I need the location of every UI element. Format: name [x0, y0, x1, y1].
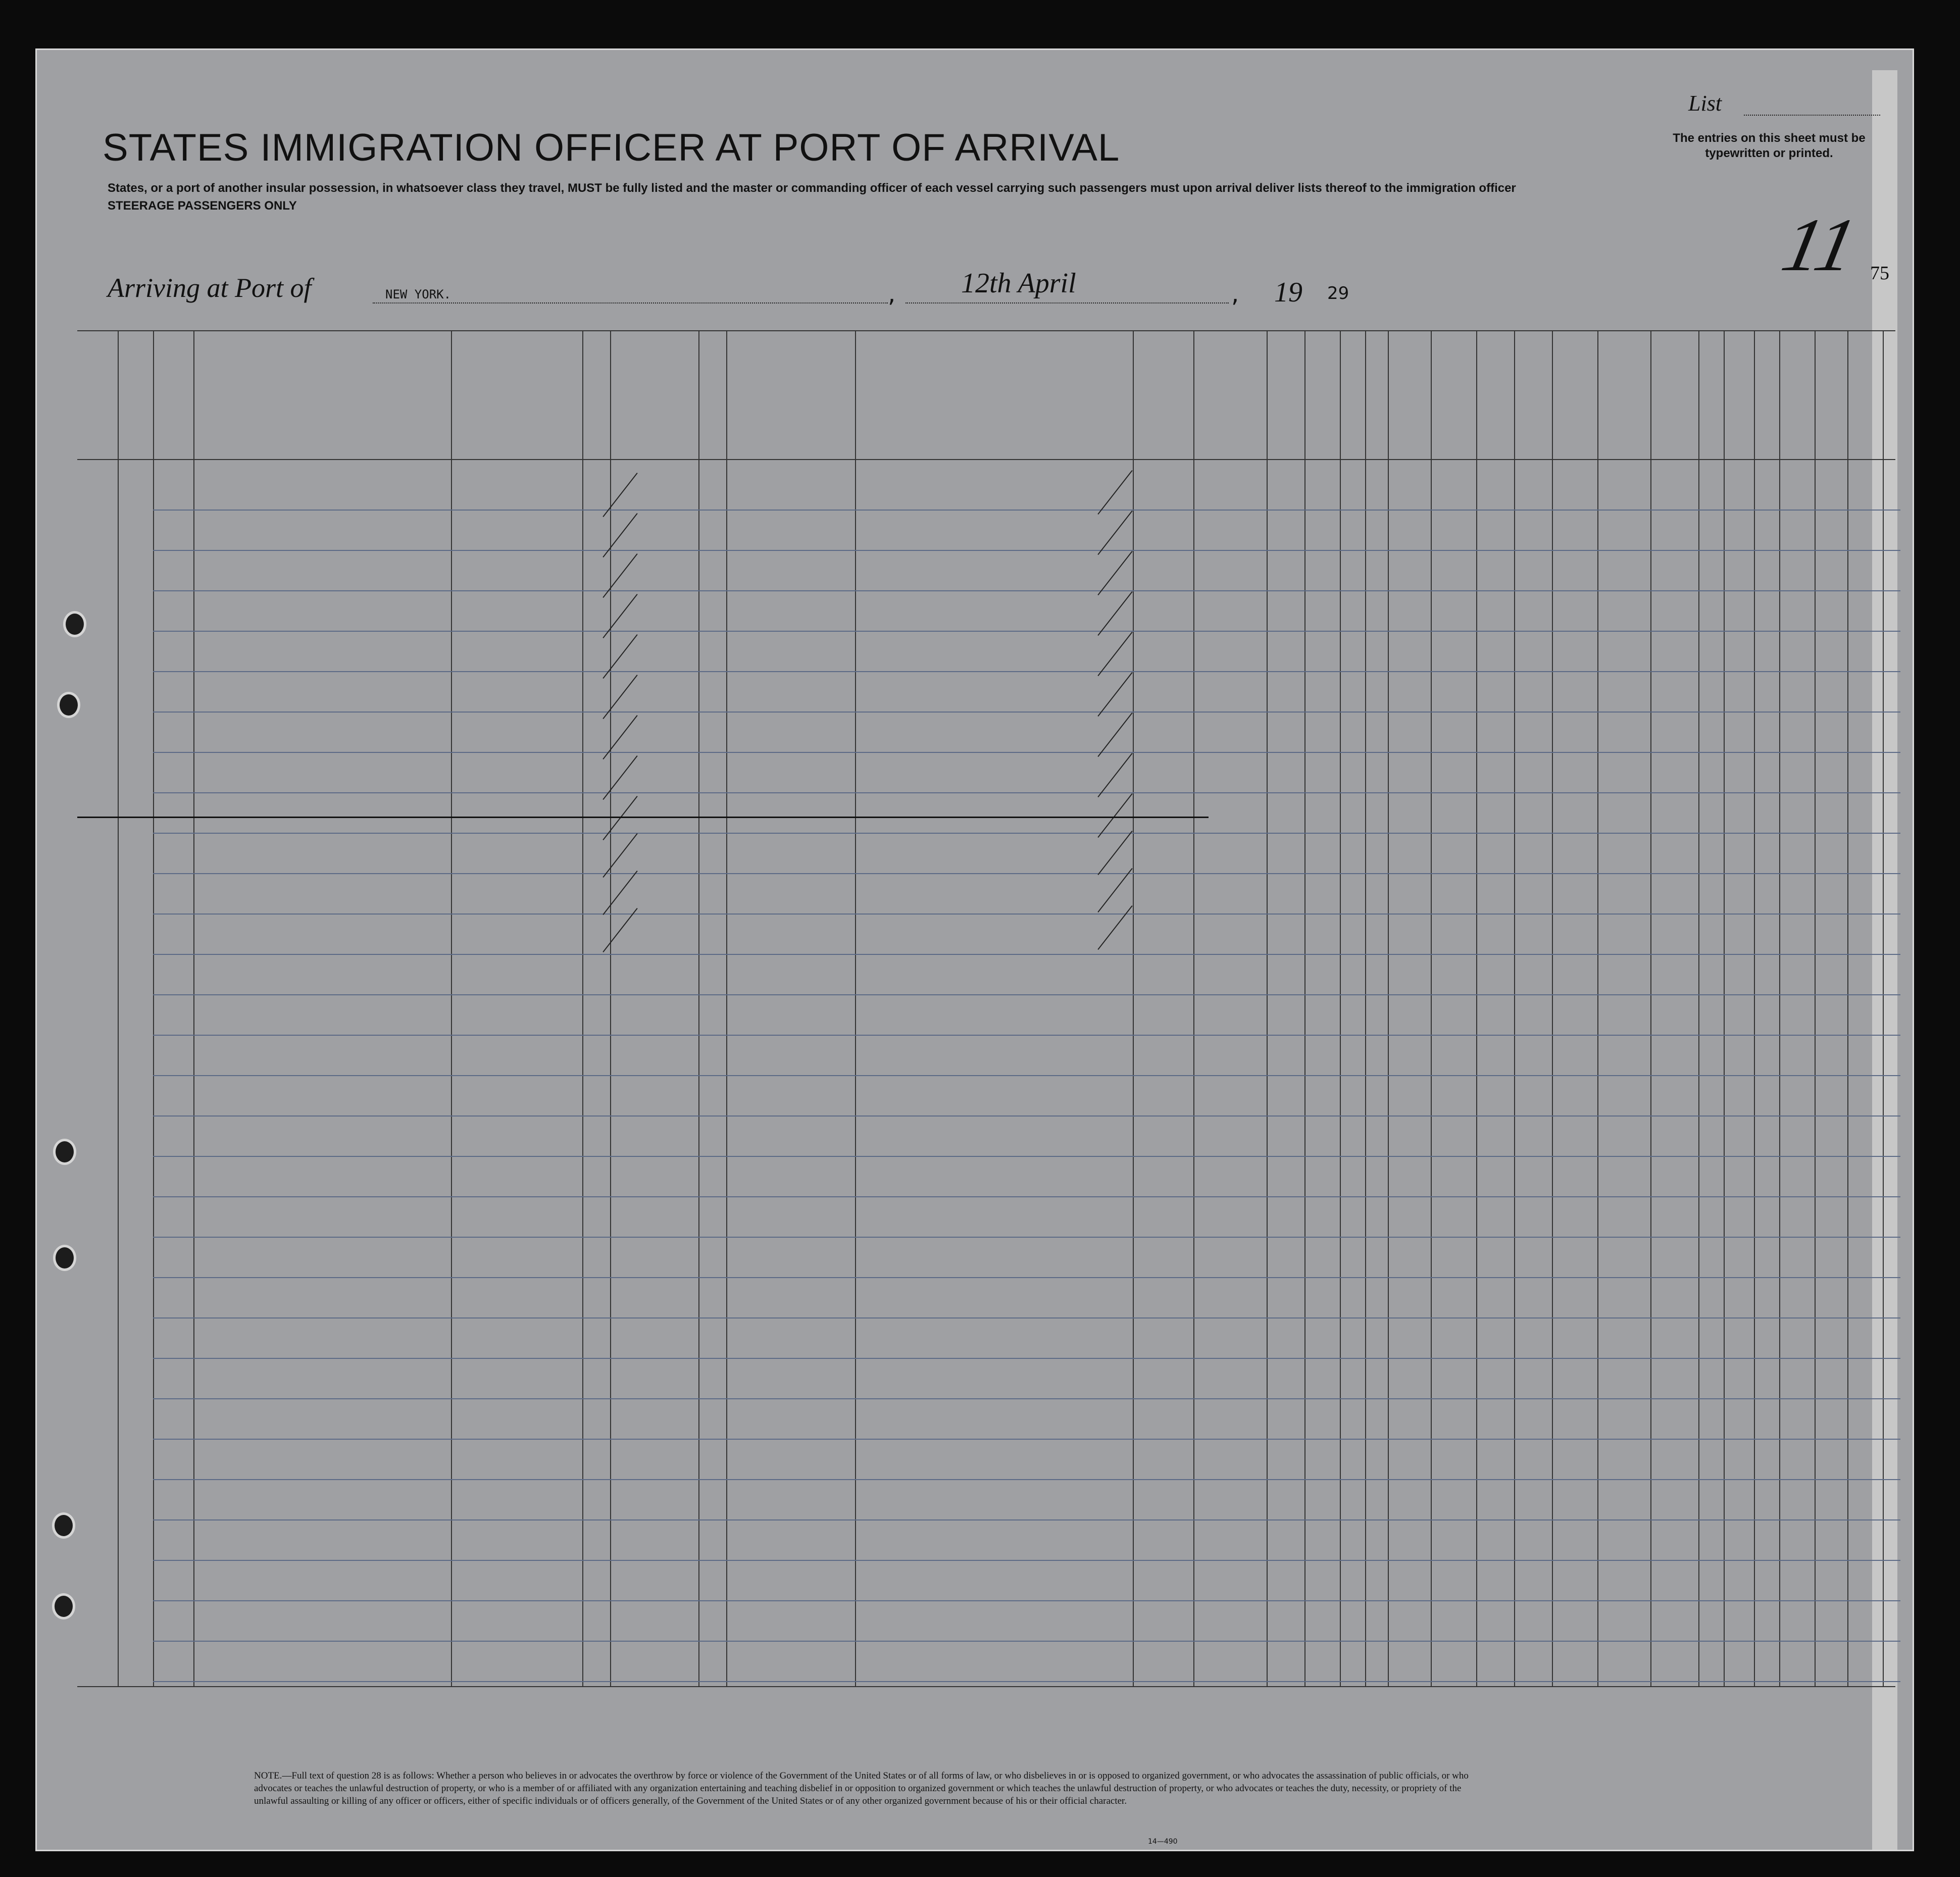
row-rule — [153, 954, 1900, 955]
steerage-label: STEERAGE PASSENGERS ONLY — [108, 199, 297, 213]
column-divider — [855, 330, 856, 1686]
comma: , — [1231, 280, 1239, 308]
form-subtitle: States, or a port of another insular possession, in whatsoever class they travel, MUST be fully listed and the master or commanding officer of each vessel carrying such passengers must upon arrival deliver lists thereof to the immigration officer — [108, 181, 1516, 195]
list-line — [1744, 115, 1880, 116]
pencil-check-mark — [1097, 753, 1132, 797]
column-divider — [1883, 330, 1884, 1686]
row-rule — [153, 1115, 1900, 1117]
column-divider — [1388, 330, 1389, 1686]
punch-hole — [60, 694, 78, 716]
footer-rule — [77, 1686, 1895, 1687]
pencil-check-mark — [1097, 831, 1132, 875]
arrival-date: 12th April — [961, 268, 1076, 299]
column-divider — [451, 330, 452, 1686]
punch-hole — [55, 1596, 73, 1617]
column-divider — [1847, 330, 1848, 1686]
column-divider — [1815, 330, 1816, 1686]
pencil-check-mark — [1097, 793, 1132, 838]
date-line — [906, 302, 1229, 303]
pencil-check-mark — [1097, 470, 1132, 515]
page-edge — [1872, 70, 1897, 1851]
row-rule — [153, 1479, 1900, 1480]
column-divider — [1650, 330, 1651, 1686]
punch-hole — [66, 614, 84, 635]
row-rule — [153, 1560, 1900, 1561]
column-divider — [1476, 330, 1477, 1686]
pencil-check-mark — [602, 833, 637, 878]
row-rule — [153, 1358, 1900, 1359]
column-divider — [1365, 330, 1366, 1686]
row-rule — [153, 590, 1900, 591]
column-divider — [1514, 330, 1515, 1686]
column-divider — [153, 330, 154, 1686]
row-rule — [153, 1681, 1900, 1682]
footnote: NOTE.—Full text of question 28 is as follows: Whether a person who believes in or advocates the overthrow by force or violence of the Government of the United States or of all forms of law, or who disbelieves in or is opposed to organized government, or who advocates the assassination of public officials, or who advocates or teaches the unlawful destruction of property, or who is a member of or affiliated with any organization entertaining and teaching disbelief in or opposition to organized government or which teaches the unlawful destruction of property, or who advocates or teaches the duty, necessity, or propriety of the unlawful assaulting or killing of any officer or officers, either of specific individuals or of officers generally, of the Government of the United States or of any other organized government because of his or their official character. — [254, 1770, 1469, 1806]
column-divider — [1698, 330, 1699, 1686]
pencil-check-mark — [1097, 713, 1132, 757]
row-rule — [153, 752, 1900, 753]
column-divider — [1304, 330, 1305, 1686]
column-divider — [1597, 330, 1598, 1686]
row-rule — [153, 550, 1900, 551]
form-title: STATES IMMIGRATION OFFICER AT PORT OF ARRIVAL — [103, 126, 1120, 169]
column-divider — [610, 330, 611, 1686]
row-rule — [153, 833, 1900, 834]
strike-through-line — [77, 817, 1209, 818]
row-rule — [153, 1398, 1900, 1399]
row-rule — [153, 1075, 1900, 1076]
pencil-check-mark — [1097, 591, 1132, 636]
column-divider — [1754, 330, 1755, 1686]
row-rule — [153, 994, 1900, 995]
pencil-check-mark — [1097, 511, 1132, 555]
punch-hole — [56, 1247, 74, 1269]
pencil-check-mark — [1097, 632, 1132, 676]
column-divider — [1340, 330, 1341, 1686]
pencil-check-mark — [1097, 905, 1132, 950]
row-rule — [153, 510, 1900, 511]
pencil-check-mark — [1097, 672, 1132, 717]
column-divider — [1133, 330, 1134, 1686]
row-rule — [153, 712, 1900, 713]
sheet-number: 11 — [1775, 203, 1864, 287]
pencil-check-mark — [1097, 551, 1132, 595]
punch-hole — [55, 1515, 73, 1536]
row-rule — [153, 1237, 1900, 1238]
year-suffix: 29 — [1327, 283, 1349, 303]
column-divider — [193, 330, 194, 1686]
row-rule — [153, 1196, 1900, 1197]
page-number: 75 — [1870, 263, 1889, 284]
port-line — [373, 302, 888, 303]
row-rule — [153, 631, 1900, 632]
manifest-sheet — [35, 48, 1914, 1851]
punch-hole — [56, 1141, 74, 1162]
row-rule — [153, 1035, 1900, 1036]
pencil-check-mark — [602, 871, 637, 915]
header-top-rule — [77, 330, 1895, 331]
year-prefix: 19 — [1274, 277, 1302, 308]
column-divider — [582, 330, 583, 1686]
column-divider — [118, 330, 119, 1686]
list-label: List — [1688, 91, 1722, 116]
header-bottom-rule — [77, 459, 1895, 460]
column-divider — [1267, 330, 1268, 1686]
column-divider — [726, 330, 727, 1686]
row-rule — [153, 1641, 1900, 1642]
row-rule — [153, 1317, 1900, 1318]
row-rule — [153, 1439, 1900, 1440]
pencil-check-mark — [602, 908, 637, 952]
column-divider — [1552, 330, 1553, 1686]
comma: , — [888, 280, 896, 308]
row-rule — [153, 1600, 1900, 1601]
row-rule — [153, 1277, 1900, 1278]
row-rule — [153, 1519, 1900, 1520]
pencil-check-mark — [1097, 868, 1132, 912]
row-rule — [153, 792, 1900, 793]
column-divider — [1779, 330, 1780, 1686]
form-code: 14—490 — [1148, 1838, 1178, 1846]
row-rule — [153, 873, 1900, 874]
row-rule — [153, 671, 1900, 672]
column-divider — [1193, 330, 1194, 1686]
entries-note: The entries on this sheet must be typewritten or printed. — [1673, 131, 1866, 160]
column-divider — [698, 330, 699, 1686]
row-rule — [153, 914, 1900, 915]
column-divider — [1724, 330, 1725, 1686]
arrival-port: NEW YORK. — [385, 287, 451, 301]
column-divider — [1431, 330, 1432, 1686]
row-rule — [153, 1156, 1900, 1157]
arriving-label: Arriving at Port of — [108, 273, 312, 303]
